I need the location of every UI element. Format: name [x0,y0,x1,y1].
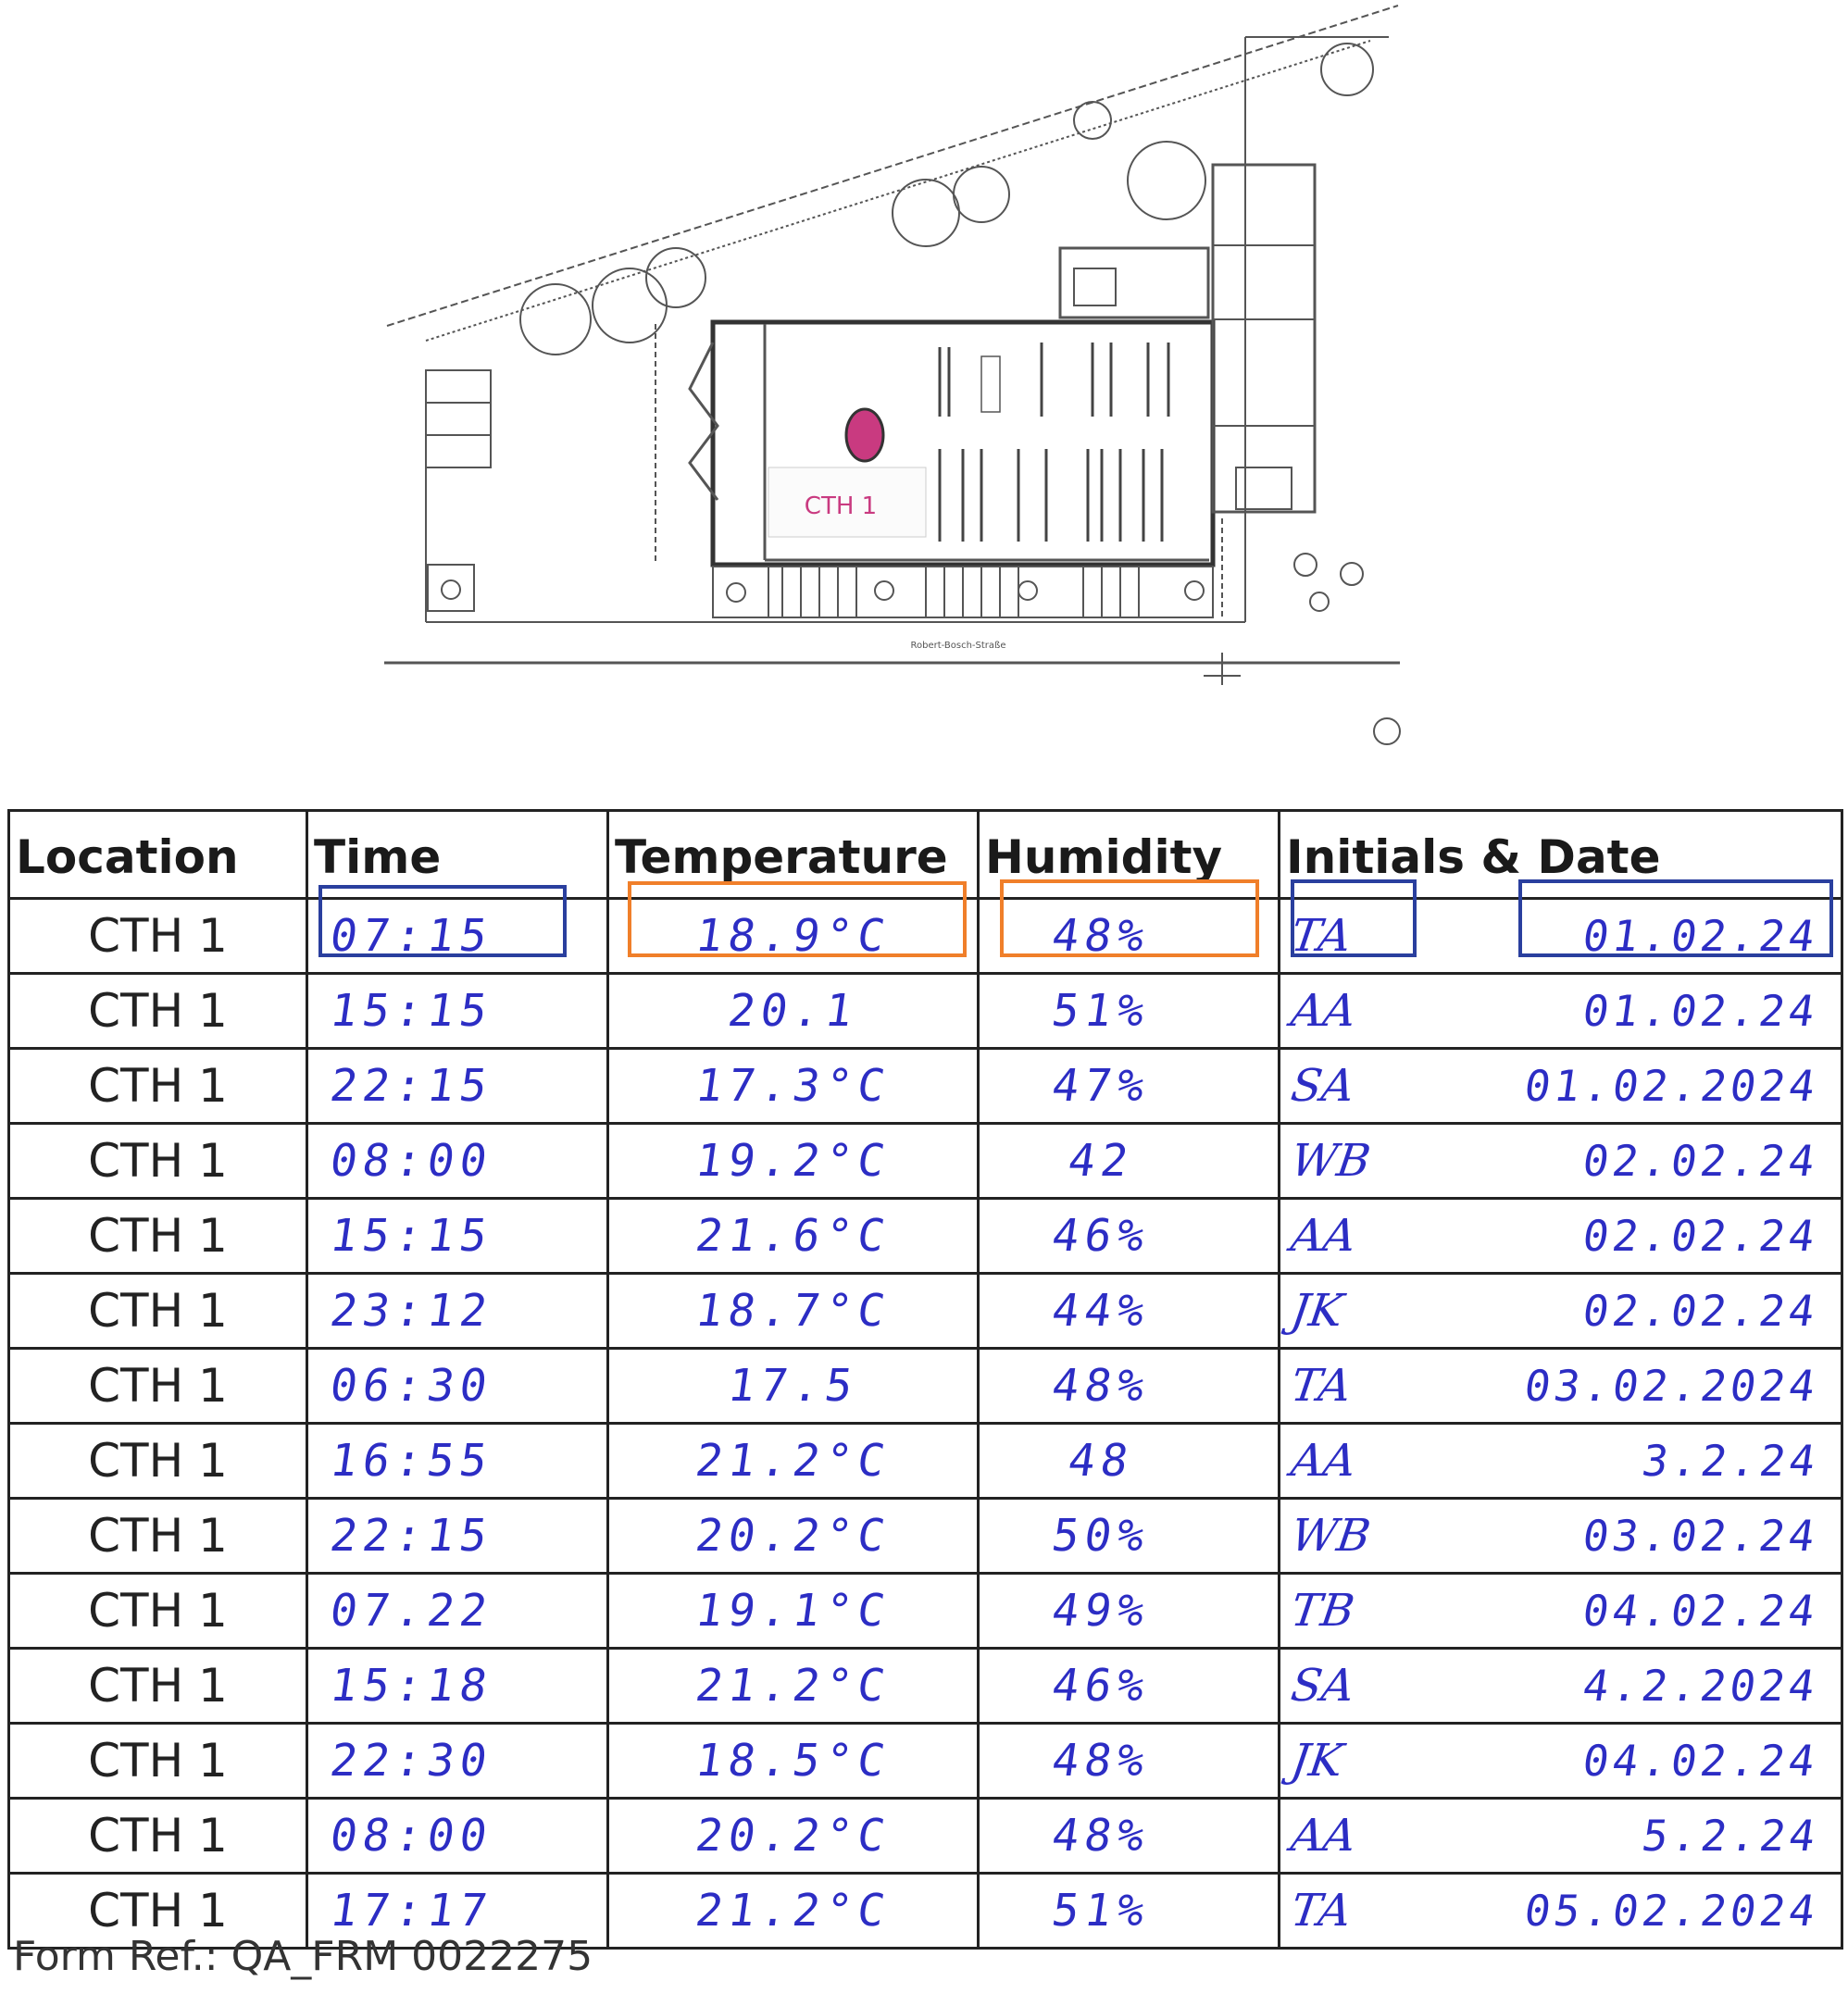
humidity-cell [979,1424,1280,1499]
initials-value: WB [1288,1510,1374,1562]
table-row [9,1574,1842,1649]
sensor-location-marker [846,409,883,461]
time-value: 22:15 [327,1060,496,1112]
humidity-value: 48% [1048,1810,1154,1862]
humidity-value: 46% [1048,1660,1154,1712]
temperature-cell [608,1724,979,1799]
temperature-cell [608,1424,979,1499]
humidity-value: 47% [1048,1060,1154,1112]
humidity-cell [979,1574,1280,1649]
initials-date-cell [1280,1874,1842,1949]
location-cell: CTH 1 [9,1499,307,1574]
header-temperature: Temperature [608,811,979,899]
humidity-value: 51% [1048,1885,1154,1937]
time-cell [307,1724,608,1799]
temperature-cell [608,1574,979,1649]
initials-date-cell [1280,1499,1842,1574]
initials-date-cell [1280,1199,1842,1274]
time-value: 17:17 [327,1885,496,1937]
initials-value: AA [1288,985,1360,1037]
tree-icon [520,284,591,355]
humidity-value: 51% [1048,985,1154,1037]
time-cell [307,1424,608,1499]
table-body [9,899,1842,1949]
date-value: 02.02.24 [1580,1286,1822,1336]
location-cell: CTH 1 [9,974,307,1049]
temperature-value: 20.2°C [692,1510,894,1562]
location-cell: CTH 1 [9,1574,307,1649]
time-cell [307,1124,608,1199]
tree-icon [893,180,959,246]
time-cell [307,1799,608,1874]
north-arrow-icon [1374,718,1400,744]
temperature-cell [608,974,979,1049]
initials-date-cell [1280,1424,1842,1499]
humidity-value: 49% [1048,1585,1154,1637]
location-cell: CTH 1 [9,1874,307,1949]
time-value: 15:15 [327,985,496,1037]
time-cell [307,1574,608,1649]
humidity-cell [979,1724,1280,1799]
time-value: 23:12 [327,1285,496,1337]
initials-value: JK [1288,1735,1347,1787]
time-value: 22:15 [327,1510,496,1562]
plan-road-label: Robert-Bosch-Straße [910,641,1006,651]
date-value: 01.02.24 [1580,986,1822,1036]
initials-value: TA [1288,910,1355,962]
date-value: 02.02.24 [1580,1211,1822,1261]
date-value: 4.2.2024 [1580,1661,1822,1711]
location-cell: CTH 1 [9,1274,307,1349]
humidity-cell [979,1874,1280,1949]
date-value: 03.02.24 [1580,1511,1822,1561]
table-row [9,1724,1842,1799]
temperature-cell [608,1649,979,1724]
table-row [9,974,1842,1049]
temperature-value: 21.6°C [692,1210,894,1262]
initials-value: WB [1288,1135,1374,1187]
table-row [9,1799,1842,1874]
initials-date-cell [1280,899,1842,974]
date-value: 05.02.2024 [1521,1886,1822,1936]
temperature-cell [608,1124,979,1199]
date-value: 04.02.24 [1580,1736,1822,1786]
table-header-row [9,811,1842,899]
time-value: 16:55 [327,1435,496,1487]
initials-value: SA [1288,1660,1358,1712]
initials-date-cell [1280,1799,1842,1874]
humidity-cell [979,1274,1280,1349]
initials-date-cell [1280,1349,1842,1424]
date-value: 04.02.24 [1580,1586,1822,1636]
table-row [9,1424,1842,1499]
initials-date-cell [1280,1049,1842,1124]
time-cell [307,1649,608,1724]
humidity-cell [979,899,1280,974]
date-value: 01.02.24 [1580,911,1822,961]
header-time: Time [307,811,608,899]
tree-icon [954,167,1009,222]
temperature-value: 21.2°C [692,1885,894,1937]
site-floor-plan [370,0,1444,768]
temperature-value: 19.2°C [692,1135,894,1187]
tree-icon [1310,592,1329,611]
humidity-value: 48 [1065,1435,1137,1487]
temperature-value: 20.2°C [692,1810,894,1862]
initials-value: AA [1288,1435,1360,1487]
header-humidity: Humidity [979,811,1280,899]
humidity-value: 50% [1048,1510,1154,1562]
temperature-value: 18.7°C [692,1285,894,1337]
plan-boundary-line-inner [426,41,1370,341]
temperature-cell [608,1199,979,1274]
initials-date-cell [1280,974,1842,1049]
plan-cth-label: CTH 1 [804,492,878,520]
table-row [9,1124,1842,1199]
table-row [9,1199,1842,1274]
temperature-value: 17.3°C [692,1060,894,1112]
location-cell: CTH 1 [9,1649,307,1724]
location-cell: CTH 1 [9,1799,307,1874]
humidity-cell [979,1349,1280,1424]
temperature-value: 20.1 [724,985,862,1037]
time-value: 15:18 [327,1660,496,1712]
initials-date-cell [1280,1274,1842,1349]
location-cell: CTH 1 [9,1349,307,1424]
time-cell [307,974,608,1049]
location-cell: CTH 1 [9,1124,307,1199]
tree-icon [593,268,667,343]
table-row [9,1274,1842,1349]
time-cell [307,1049,608,1124]
initials-date-cell [1280,1649,1842,1724]
humidity-cell [979,1049,1280,1124]
humidity-value: 44% [1048,1285,1154,1337]
humidity-value: 42 [1065,1135,1137,1187]
header-initials-date: Initials & Date [1280,811,1842,899]
humidity-cell [979,1799,1280,1874]
humidity-cell [979,1649,1280,1724]
initials-value: TA [1288,1885,1355,1937]
table-row [9,1349,1842,1424]
time-value: 07.22 [327,1585,496,1637]
initials-value: AA [1288,1810,1360,1862]
temperature-value: 19.1°C [692,1585,894,1637]
tree-icon [1074,102,1111,139]
date-value: 01.02.2024 [1521,1061,1822,1111]
time-value: 15:15 [327,1210,496,1262]
initials-value: JK [1288,1285,1347,1337]
initials-value: TA [1288,1360,1355,1412]
temperature-value: 17.5 [724,1360,862,1412]
temperature-humidity-log-table [7,809,1843,1950]
location-cell: CTH 1 [9,1724,307,1799]
time-cell [307,1199,608,1274]
initials-date-cell [1280,1124,1842,1199]
location-cell: CTH 1 [9,1049,307,1124]
date-value: 5.2.24 [1639,1811,1822,1861]
temperature-cell [608,1499,979,1574]
location-cell: CTH 1 [9,899,307,974]
tree-icon [1128,142,1205,219]
temperature-cell [608,899,979,974]
time-cell [307,1349,608,1424]
humidity-cell [979,974,1280,1049]
table-row [9,1649,1842,1724]
table-row [9,1499,1842,1574]
location-cell: CTH 1 [9,1424,307,1499]
humidity-value: 48% [1048,1735,1154,1787]
initials-date-cell [1280,1574,1842,1649]
time-value: 06:30 [327,1360,496,1412]
temperature-cell [608,1799,979,1874]
time-value: 22:30 [327,1735,496,1787]
temperature-value: 18.9°C [692,910,894,962]
time-cell [307,899,608,974]
initials-value: SA [1288,1060,1358,1112]
tree-icon [1294,554,1317,576]
date-value: 03.02.2024 [1521,1361,1822,1411]
form-reference: Form Ref.: QA_FRM 0022275 [13,1933,593,1980]
time-cell [307,1274,608,1349]
humidity-value: 48% [1048,910,1154,962]
initials-value: AA [1288,1210,1360,1262]
temperature-cell [608,1874,979,1949]
initials-date-cell [1280,1724,1842,1799]
temperature-value: 21.2°C [692,1660,894,1712]
date-value: 02.02.24 [1580,1136,1822,1186]
humidity-value: 48% [1048,1360,1154,1412]
location-cell: CTH 1 [9,1199,307,1274]
humidity-cell [979,1199,1280,1274]
time-value: 08:00 [327,1135,496,1187]
temperature-cell [608,1349,979,1424]
humidity-cell [979,1499,1280,1574]
time-cell [307,1499,608,1574]
time-value: 08:00 [327,1810,496,1862]
time-value: 07:15 [327,910,496,962]
date-value: 3.2.24 [1639,1436,1822,1486]
temperature-value: 21.2°C [692,1435,894,1487]
humidity-cell [979,1124,1280,1199]
header-location: Location [9,811,307,899]
tree-icon [1321,44,1373,95]
initials-value: TB [1288,1585,1358,1637]
temperature-cell [608,1049,979,1124]
humidity-value: 46% [1048,1210,1154,1262]
temperature-value: 18.5°C [692,1735,894,1787]
temperature-cell [608,1274,979,1349]
table-row [9,899,1842,974]
table-row [9,1049,1842,1124]
tree-icon [1341,563,1363,585]
